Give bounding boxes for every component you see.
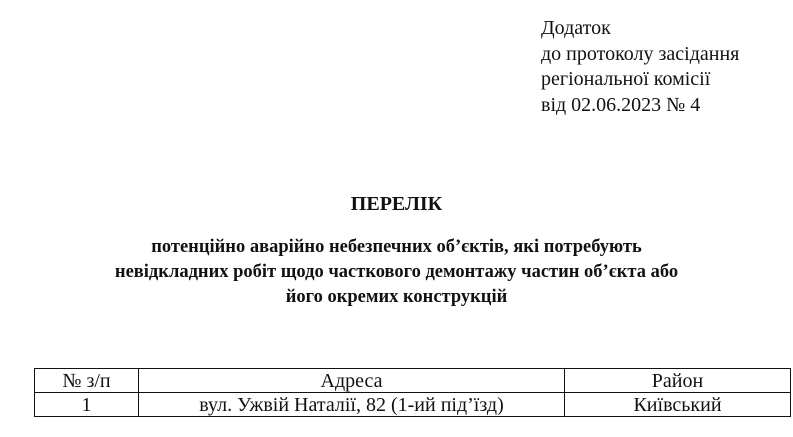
annex-line: від 02.06.2023 № 4 [541, 93, 701, 116]
document-subtitle [30, 235, 763, 310]
objects-table [34, 368, 791, 417]
subtitle-line: невідкладних робіт щодо часткового демонтажу частин об’єкта або [114, 262, 679, 282]
annex-line: Додаток [541, 17, 611, 39]
document-title: ПЕРЕЛІК [350, 193, 443, 215]
header-address: Адреса [139, 369, 565, 393]
cell-address: вул. Ужвій Наталії, 82 (1-ий під’їзд) [139, 393, 565, 417]
subtitle-line: потенційно аварійно небезпечних об’єктів, які потребують [151, 237, 642, 257]
header-district: Район [565, 369, 791, 393]
subtitle-line: його окремих конструкцій [285, 287, 508, 307]
annex-line: регіональної комісії [541, 68, 711, 90]
table-header-row [35, 369, 791, 393]
annex-block [541, 16, 739, 118]
cell-district: Київський [565, 393, 791, 417]
header-number: № з/п [35, 369, 139, 393]
cell-number: 1 [35, 393, 139, 417]
table-row [35, 393, 791, 417]
annex-line: до протоколу засідання [541, 42, 740, 65]
